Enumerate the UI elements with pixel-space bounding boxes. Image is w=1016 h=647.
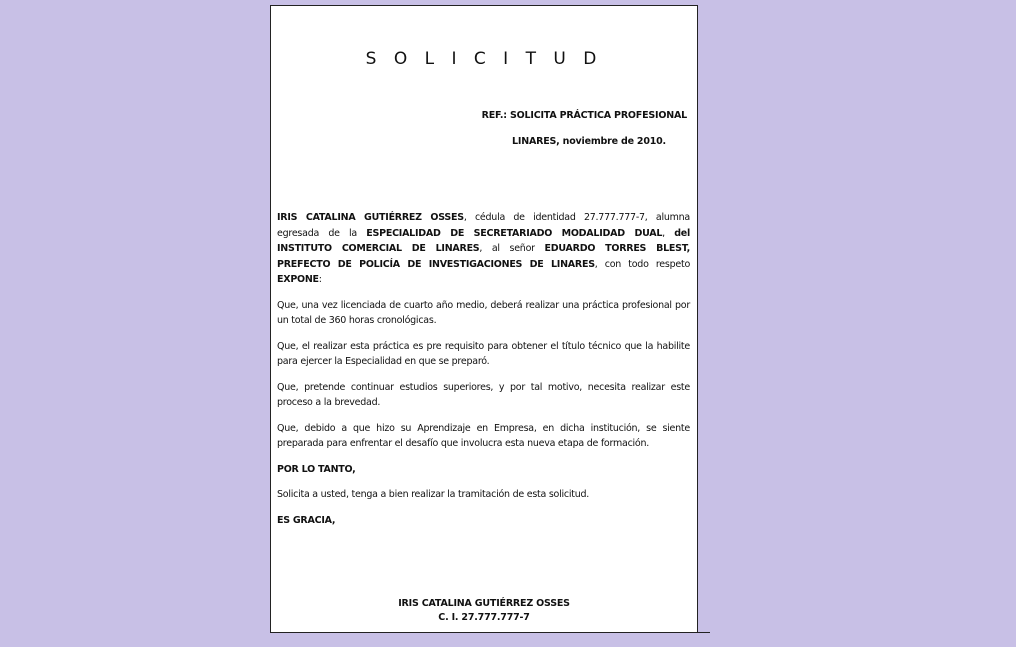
signature-id: C. I. 27.777.777-7 [438, 611, 530, 623]
reference-line: REF.: SOLICITA PRÁCTICA PROFESIONAL [481, 110, 687, 121]
por-lo-tanto: POR LO TANTO, [277, 463, 356, 475]
specialty: ESPECIALIDAD DE SECRETARIADO MODALIDAD DUAL [366, 227, 663, 239]
page-bottom-rule [270, 632, 710, 633]
document-title: S O L I C I T U D [365, 49, 603, 69]
document-page [270, 5, 698, 633]
signature-block [271, 597, 697, 624]
paragraph-1: Que, una vez licenciada de cuarto año medio, deberá realizar una práctica profesional por un total de 360 horas cronológicas. [277, 299, 690, 326]
addressee: EDUARDO TORRES BLEST, PREFECTO DE POLICÍA DE INVESTIGACIONES DE LINARES [277, 243, 690, 270]
date-line: LINARES, noviembre de 2010. [512, 136, 666, 147]
document-body [277, 210, 690, 538]
institute: del INSTITUTO COMERCIAL DE LINARES [277, 227, 690, 254]
paragraph-3: Que, pretende continuar estudios superiores, y por tal motivo, necesita realizar este proceso a la brevedad. [277, 381, 690, 408]
paragraph-2: Que, el realizar esta práctica es pre requisito para obtener el título técnico que la habilite para ejercer la Especialidad en que se preparó. [277, 340, 690, 367]
paragraph-4: Que, debido a que hizo su Aprendizaje en Empresa, en dicha institución, se siente preparada para enfrentar el desafío que involucra esta nueva etapa de formación. [277, 422, 690, 449]
applicant-name: IRIS CATALINA GUTIÉRREZ OSSES [277, 212, 464, 223]
expone-keyword: EXPONE [277, 274, 319, 285]
intro-paragraph: IRIS CATALINA GUTIÉRREZ OSSES, cédula de identidad 27.777.777-7, alumna egresada de la ESPECIALIDAD DE SECRETARIADO MODALIDAD DUAL, del INSTITUTO COMERCIAL DE LINARES, al señor EDUARDO TORRES BLEST, PREFECTO DE POLICÍA DE INVESTIGACIONES DE LINARES, con todo respeto EXPONE: [277, 212, 691, 285]
signature-name: IRIS CATALINA GUTIÉRREZ OSSES [398, 598, 570, 609]
request-paragraph: Solicita a usted, tenga a bien realizar la tramitación de esta solicitud. [277, 489, 590, 500]
es-gracia: ES GRACIA, [277, 514, 336, 526]
